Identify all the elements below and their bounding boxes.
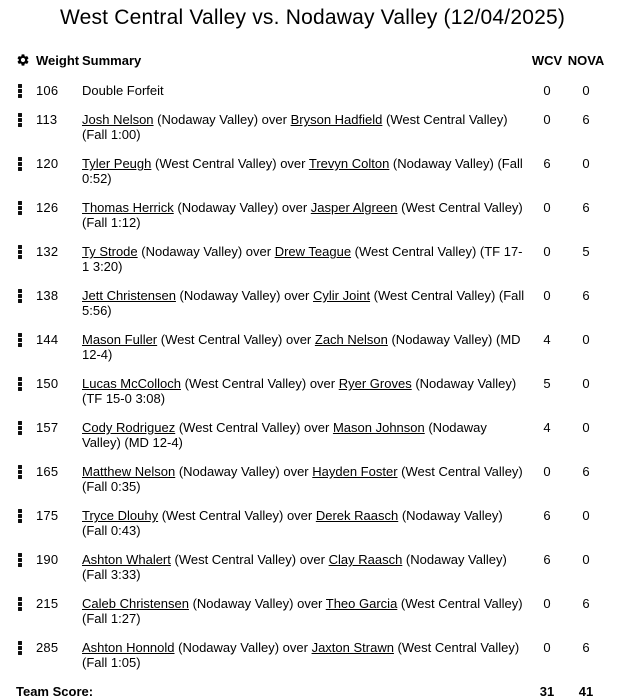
nova-score-cell: 0 xyxy=(582,376,590,391)
weight-cell: 215 xyxy=(36,596,59,611)
wrestler-link[interactable]: Theo Garcia xyxy=(325,596,398,611)
wcv-score-cell: 4 xyxy=(543,332,551,347)
table-row xyxy=(16,552,607,596)
summary-text: (Nodaway Valley) over xyxy=(174,640,312,655)
nova-score-cell: 6 xyxy=(582,464,590,479)
table-row xyxy=(16,420,607,464)
summary-text: (West Central Valley) (Fall 1:05) xyxy=(82,640,520,670)
summary-text: (Nodaway Valley) over xyxy=(175,464,313,479)
summary-text: (West Central Valley) over xyxy=(158,508,316,523)
summary-cell xyxy=(82,640,529,684)
nova-score-cell: 6 xyxy=(582,596,590,611)
summary-text: Double Forfeit xyxy=(82,83,164,98)
team-score-row xyxy=(16,684,607,699)
summary-text: (West Central Valley) over xyxy=(170,552,329,567)
nova-score-cell: 6 xyxy=(582,288,590,303)
wrestler-link[interactable]: Caleb Christensen xyxy=(82,596,189,611)
row-menu-cell xyxy=(16,83,36,112)
wcv-score-cell: 0 xyxy=(543,288,551,303)
kebab-menu-icon[interactable] xyxy=(18,289,22,303)
nova-score-cell: 0 xyxy=(582,156,590,171)
row-menu-cell xyxy=(16,200,36,244)
summary-text: (West Central Valley) (Fall 1:12) xyxy=(82,200,523,230)
weight-cell: 144 xyxy=(36,332,59,347)
wrestler-link[interactable]: Bryson Hadfield xyxy=(290,112,383,127)
kebab-menu-icon[interactable] xyxy=(18,157,22,171)
row-menu-cell xyxy=(16,508,36,552)
table-header-row xyxy=(16,53,607,83)
summary-text: (Nodaway Valley) (Fall 0:52) xyxy=(82,156,523,186)
weight-summary-table xyxy=(16,53,607,699)
summary-cell xyxy=(82,156,529,200)
summary-cell xyxy=(82,420,529,464)
summary-text: (West Central Valley) (TF 17-1 3:20) xyxy=(82,244,523,274)
wcv-score-cell: 5 xyxy=(543,376,551,391)
nova-column-header: NOVA xyxy=(567,53,605,68)
settings-cell xyxy=(16,53,36,83)
table-row xyxy=(16,244,607,288)
table-row xyxy=(16,508,607,552)
table-row xyxy=(16,288,607,332)
table-row xyxy=(16,464,607,508)
weight-cell: 132 xyxy=(36,244,59,259)
kebab-menu-icon[interactable] xyxy=(18,113,22,127)
nova-score-cell: 6 xyxy=(582,200,590,215)
team-score-wcv: 31 xyxy=(539,684,555,699)
weight-cell: 138 xyxy=(36,288,59,303)
summary-text: (Nodaway Valley) (MD 12-4) xyxy=(82,420,487,450)
summary-column-header: Summary xyxy=(82,53,142,68)
wcv-score-cell: 6 xyxy=(543,508,551,523)
kebab-menu-icon[interactable] xyxy=(18,553,22,567)
nova-score-cell: 0 xyxy=(582,332,590,347)
summary-text: (West Central Valley) over xyxy=(157,332,315,347)
summary-cell xyxy=(82,83,529,112)
summary-text: (Nodaway Valley) over xyxy=(137,244,275,259)
weight-column-header: Weight xyxy=(36,53,80,68)
summary-text: (West Central Valley) (Fall 0:35) xyxy=(82,464,523,494)
wrestler-link[interactable]: Tryce Dlouhy xyxy=(82,508,159,523)
weight-cell: 106 xyxy=(36,83,59,98)
weight-cell: 285 xyxy=(36,640,59,655)
row-menu-cell xyxy=(16,156,36,200)
table-row xyxy=(16,376,607,420)
summary-text: (West Central Valley) over xyxy=(175,420,333,435)
wrestler-link[interactable]: Cylir Joint xyxy=(312,288,371,303)
wcv-score-cell: 0 xyxy=(543,596,551,611)
kebab-menu-icon[interactable] xyxy=(18,245,22,259)
weight-cell: 157 xyxy=(36,420,59,435)
row-menu-cell xyxy=(16,596,36,640)
wrestler-link[interactable]: Trevyn Colton xyxy=(308,156,390,171)
team-score-label: Team Score: xyxy=(16,684,94,699)
wcv-column-header: WCV xyxy=(531,53,563,68)
wcv-score-cell: 0 xyxy=(543,640,551,655)
weight-cell: 190 xyxy=(36,552,59,567)
summary-cell xyxy=(82,596,529,640)
table-row xyxy=(16,640,607,684)
nova-score-cell: 0 xyxy=(582,552,590,567)
kebab-menu-icon[interactable] xyxy=(18,641,22,655)
summary-text: (Nodaway Valley) over xyxy=(153,112,291,127)
table-row xyxy=(16,83,607,112)
weight-cell: 165 xyxy=(36,464,59,479)
wrestler-link[interactable]: Clay Raasch xyxy=(328,552,403,567)
nova-score-cell: 0 xyxy=(582,420,590,435)
wrestler-link[interactable]: Jasper Algreen xyxy=(310,200,398,215)
row-menu-cell xyxy=(16,112,36,156)
nova-score-cell: 0 xyxy=(582,83,590,98)
wrestler-link[interactable]: Drew Teague xyxy=(274,244,352,259)
wcv-score-cell: 0 xyxy=(543,83,551,98)
wcv-score-cell: 4 xyxy=(543,420,551,435)
kebab-menu-icon[interactable] xyxy=(18,84,22,98)
wrestler-link[interactable]: Mason Fuller xyxy=(82,332,158,347)
table-row xyxy=(16,332,607,376)
nova-score-cell: 6 xyxy=(582,640,590,655)
summary-cell xyxy=(82,376,529,420)
row-menu-cell xyxy=(16,244,36,288)
wcv-score-cell: 0 xyxy=(543,464,551,479)
kebab-menu-icon[interactable] xyxy=(18,421,22,435)
table-row xyxy=(16,200,607,244)
wrestler-link[interactable]: Ashton Whalert xyxy=(82,552,171,567)
summary-text: (West Central Valley) over xyxy=(151,156,309,171)
summary-cell xyxy=(82,508,529,552)
weight-cell: 126 xyxy=(36,200,59,215)
nova-score-cell: 0 xyxy=(582,508,590,523)
summary-cell xyxy=(82,244,529,288)
nova-score-cell: 5 xyxy=(582,244,590,259)
wrestler-link[interactable]: Ashton Honnold xyxy=(82,640,175,655)
summary-cell xyxy=(82,332,529,376)
wcv-score-cell: 6 xyxy=(543,552,551,567)
summary-text: (West Central Valley) (Fall 1:27) xyxy=(82,596,523,626)
kebab-menu-icon[interactable] xyxy=(18,509,22,523)
wrestler-link[interactable]: Cody Rodriguez xyxy=(82,420,176,435)
table-row xyxy=(16,112,607,156)
summary-text: (Nodaway Valley) over xyxy=(188,596,326,611)
summary-cell xyxy=(82,464,529,508)
summary-cell xyxy=(82,288,529,332)
row-menu-cell xyxy=(16,420,36,464)
wrestler-link[interactable]: Matthew Nelson xyxy=(82,464,176,479)
wrestler-link[interactable]: Ty Strode xyxy=(82,244,138,259)
table-row xyxy=(16,156,607,200)
wcv-score-cell: 0 xyxy=(543,244,551,259)
row-menu-cell xyxy=(16,376,36,420)
row-menu-cell xyxy=(16,332,36,376)
summary-cell xyxy=(82,112,529,156)
weight-cell: 150 xyxy=(36,376,59,391)
wcv-score-cell: 6 xyxy=(543,156,551,171)
kebab-menu-icon[interactable] xyxy=(18,597,22,611)
wrestler-link[interactable]: Tyler Peugh xyxy=(82,156,152,171)
summary-text: (Nodaway Valley) over xyxy=(175,288,313,303)
summary-cell xyxy=(82,552,529,596)
row-menu-cell xyxy=(16,464,36,508)
wrestler-link[interactable]: Ryer Groves xyxy=(338,376,412,391)
wrestler-link[interactable]: Jett Christensen xyxy=(82,288,176,303)
wcv-score-cell: 0 xyxy=(543,112,551,127)
summary-text: (West Central Valley) (Fall 5:56) xyxy=(82,288,525,318)
summary-text: (Nodaway Valley) (Fall 3:33) xyxy=(82,552,507,582)
nova-score-cell: 6 xyxy=(582,112,590,127)
summary-text: (West Central Valley) (Fall 1:00) xyxy=(82,112,508,142)
wcv-score-cell: 0 xyxy=(543,200,551,215)
wrestler-link[interactable]: Lucas McColloch xyxy=(82,376,181,391)
weight-cell: 113 xyxy=(36,112,58,127)
weight-cell: 120 xyxy=(36,156,59,171)
kebab-menu-icon[interactable] xyxy=(18,333,22,347)
wrestler-link[interactable]: Josh Nelson xyxy=(82,112,154,127)
summary-text: (Nodaway Valley) over xyxy=(173,200,311,215)
team-score-nova: 41 xyxy=(578,684,594,699)
table-row xyxy=(16,596,607,640)
weight-cell: 175 xyxy=(36,508,59,523)
gear-icon[interactable] xyxy=(16,53,30,67)
kebab-menu-icon[interactable] xyxy=(18,465,22,479)
page-title: West Central Valley vs. Nodaway Valley (12/04/2025) xyxy=(59,6,566,29)
row-menu-cell xyxy=(16,640,36,684)
summary-text: (Nodaway Valley) (MD 12-4) xyxy=(82,332,521,362)
wrestler-link[interactable]: Jaxton Strawn xyxy=(311,640,394,655)
wrestler-link[interactable]: Zach Nelson xyxy=(314,332,388,347)
wrestler-link[interactable]: Derek Raasch xyxy=(315,508,399,523)
summary-text: (Nodaway Valley) (Fall 0:43) xyxy=(82,508,503,538)
summary-text: (West Central Valley) over xyxy=(181,376,339,391)
kebab-menu-icon[interactable] xyxy=(18,201,22,215)
wrestler-link[interactable]: Thomas Herrick xyxy=(82,200,174,215)
wrestler-link[interactable]: Mason Johnson xyxy=(332,420,425,435)
summary-cell xyxy=(82,200,529,244)
kebab-menu-icon[interactable] xyxy=(18,377,22,391)
row-menu-cell xyxy=(16,552,36,596)
summary-text: (Nodaway Valley) (TF 15-0 3:08) xyxy=(82,376,517,406)
wrestler-link[interactable]: Hayden Foster xyxy=(312,464,398,479)
row-menu-cell xyxy=(16,288,36,332)
